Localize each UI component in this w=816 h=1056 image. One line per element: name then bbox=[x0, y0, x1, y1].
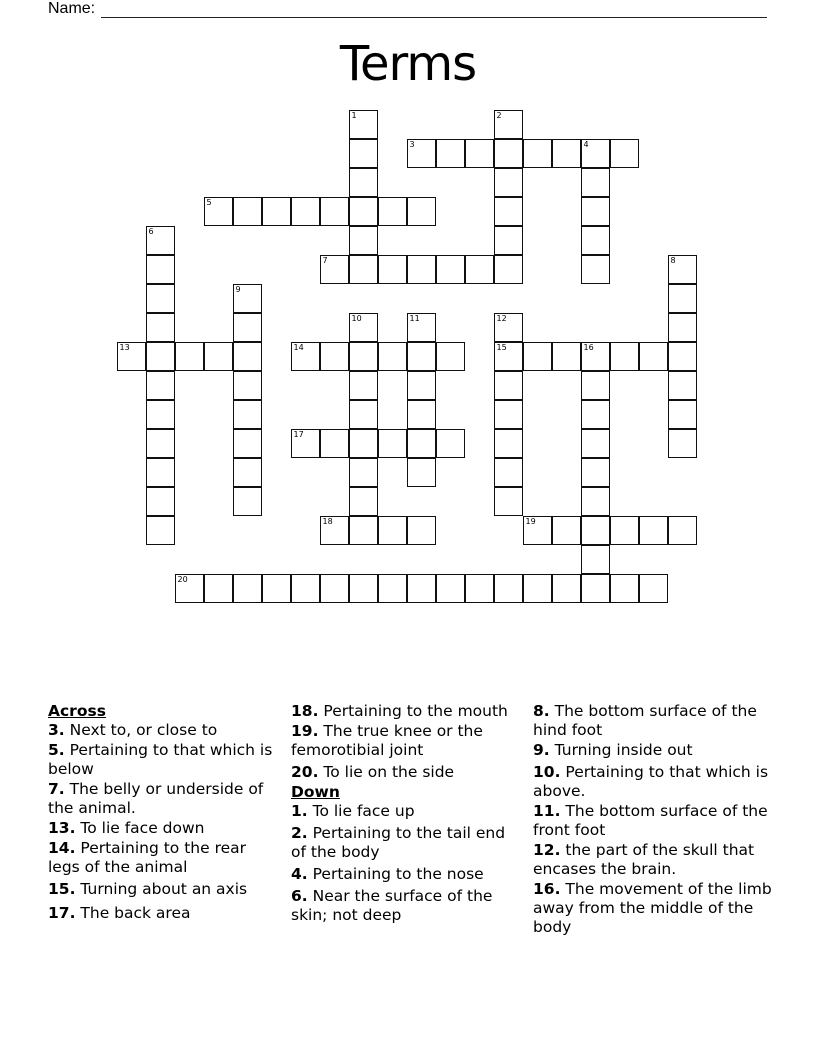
grid-cell[interactable] bbox=[610, 574, 639, 603]
grid-cell[interactable] bbox=[146, 226, 175, 255]
grid-cell[interactable] bbox=[494, 255, 523, 284]
grid-cell[interactable] bbox=[407, 197, 436, 226]
grid-cell[interactable] bbox=[436, 342, 465, 371]
grid-cell[interactable] bbox=[175, 342, 204, 371]
grid-cell[interactable] bbox=[349, 400, 378, 429]
cell-number: 4 bbox=[583, 139, 589, 149]
grid-cell[interactable] bbox=[378, 255, 407, 284]
clue-down-16: 16. The movement of the limb away from the middle of the body bbox=[533, 880, 772, 936]
grid-cell[interactable] bbox=[291, 574, 320, 603]
grid-cell[interactable] bbox=[349, 574, 378, 603]
clue-down-4: 4. Pertaining to the nose bbox=[291, 865, 484, 883]
grid-cell[interactable] bbox=[494, 197, 523, 226]
grid-cell[interactable] bbox=[494, 371, 523, 400]
grid-cell[interactable] bbox=[378, 516, 407, 545]
cell-number: 17 bbox=[293, 429, 304, 439]
cell-number: 14 bbox=[293, 342, 304, 352]
grid-cell[interactable] bbox=[291, 429, 320, 458]
grid-cell[interactable] bbox=[668, 342, 697, 371]
grid-cell[interactable] bbox=[320, 197, 349, 226]
grid-cell[interactable] bbox=[320, 255, 349, 284]
clue-across-19: 19. The true knee or the femorotibial joint bbox=[291, 722, 483, 759]
grid-cell[interactable] bbox=[349, 226, 378, 255]
cell-number: 19 bbox=[525, 516, 536, 526]
grid-cell[interactable] bbox=[407, 139, 436, 168]
name-label: Name: bbox=[48, 0, 96, 17]
grid-cell[interactable] bbox=[610, 342, 639, 371]
page-title: Terms bbox=[339, 36, 477, 92]
grid-cell[interactable] bbox=[552, 574, 581, 603]
cell-number: 20 bbox=[177, 574, 188, 584]
grid-cell[interactable] bbox=[233, 371, 262, 400]
grid-cell[interactable] bbox=[581, 168, 610, 197]
clue-across-20: 20. To lie on the side bbox=[291, 763, 455, 781]
cell-number: 10 bbox=[351, 313, 362, 323]
cell-number: 11 bbox=[409, 313, 420, 323]
grid-cell[interactable] bbox=[581, 574, 610, 603]
clue-down-6: 6. Near the surface of the skin; not deep bbox=[291, 887, 493, 924]
grid-cell[interactable] bbox=[349, 139, 378, 168]
grid-cell[interactable] bbox=[320, 429, 349, 458]
grid-cell[interactable] bbox=[494, 110, 523, 139]
grid-cell[interactable] bbox=[668, 516, 697, 545]
grid-cell[interactable] bbox=[639, 516, 668, 545]
crossword-grid bbox=[117, 110, 717, 610]
cell-number: 1 bbox=[351, 110, 357, 120]
grid-cell[interactable] bbox=[349, 487, 378, 516]
grid-cell[interactable] bbox=[668, 429, 697, 458]
grid-cell[interactable] bbox=[204, 197, 233, 226]
grid-cell[interactable] bbox=[233, 458, 262, 487]
cell-number: 9 bbox=[235, 284, 241, 294]
grid-cell[interactable] bbox=[494, 226, 523, 255]
cell-number: 5 bbox=[206, 197, 212, 207]
clue-down-2: 2. Pertaining to the tail end of the body bbox=[291, 824, 506, 861]
grid-cell[interactable] bbox=[349, 371, 378, 400]
grid-cell[interactable] bbox=[552, 342, 581, 371]
grid-cell[interactable] bbox=[146, 516, 175, 545]
clue-across-17: 17. The back area bbox=[48, 904, 191, 922]
clue-down-8: 8. The bottom surface of the hind foot bbox=[533, 702, 757, 739]
clues-column-1 bbox=[48, 702, 280, 924]
grid-cell[interactable] bbox=[407, 342, 436, 371]
grid-cell[interactable] bbox=[610, 139, 639, 168]
grid-cell[interactable] bbox=[146, 284, 175, 313]
grid-cell[interactable] bbox=[320, 574, 349, 603]
grid-cell[interactable] bbox=[494, 168, 523, 197]
grid-cell[interactable] bbox=[581, 429, 610, 458]
grid-cell[interactable] bbox=[523, 574, 552, 603]
grid-cell[interactable] bbox=[146, 342, 175, 371]
grid-cell[interactable] bbox=[349, 168, 378, 197]
grid-cell[interactable] bbox=[523, 516, 552, 545]
grid-cell[interactable] bbox=[320, 342, 349, 371]
grid-cell[interactable] bbox=[436, 139, 465, 168]
grid-cell[interactable] bbox=[581, 487, 610, 516]
grid-cell[interactable] bbox=[465, 574, 494, 603]
grid-cell[interactable] bbox=[378, 429, 407, 458]
grid-cell[interactable] bbox=[639, 342, 668, 371]
clue-across-5: 5. Pertaining to that which is below bbox=[48, 741, 273, 778]
grid-cell[interactable] bbox=[407, 371, 436, 400]
grid-cell[interactable] bbox=[233, 284, 262, 313]
name-field bbox=[48, 0, 767, 18]
down-heading: Down bbox=[291, 783, 340, 801]
grid-cell[interactable] bbox=[146, 255, 175, 284]
clues-column-2 bbox=[291, 702, 523, 926]
clue-across-3: 3. Next to, or close to bbox=[48, 721, 218, 739]
clue-across-7: 7. The belly or underside of the animal. bbox=[48, 780, 264, 817]
cell-number: 3 bbox=[409, 139, 415, 149]
grid-cell[interactable] bbox=[581, 197, 610, 226]
grid-cell[interactable] bbox=[494, 139, 523, 168]
grid-cell[interactable] bbox=[146, 487, 175, 516]
cell-number: 13 bbox=[119, 342, 130, 352]
across-heading: Across bbox=[48, 702, 106, 720]
grid-cell[interactable] bbox=[262, 574, 291, 603]
grid-cell[interactable] bbox=[465, 139, 494, 168]
grid-cell[interactable] bbox=[552, 139, 581, 168]
grid-cell[interactable] bbox=[494, 487, 523, 516]
cell-number: 16 bbox=[583, 342, 594, 352]
grid-cell[interactable] bbox=[349, 429, 378, 458]
clue-across-15: 15. Turning about an axis bbox=[48, 880, 248, 898]
grid-cell[interactable] bbox=[117, 342, 146, 371]
grid-cell[interactable] bbox=[233, 429, 262, 458]
clue-across-18: 18. Pertaining to the mouth bbox=[291, 702, 508, 720]
clues-column-3 bbox=[533, 702, 773, 938]
grid-cell[interactable] bbox=[407, 255, 436, 284]
grid-cell[interactable] bbox=[407, 574, 436, 603]
grid-cell[interactable] bbox=[407, 400, 436, 429]
grid-cell[interactable] bbox=[523, 139, 552, 168]
grid-cell[interactable] bbox=[581, 458, 610, 487]
grid-cell[interactable] bbox=[378, 342, 407, 371]
grid-cell[interactable] bbox=[233, 400, 262, 429]
name-blank-line[interactable] bbox=[101, 3, 767, 18]
grid-cell[interactable] bbox=[378, 574, 407, 603]
grid-cell[interactable] bbox=[349, 313, 378, 342]
grid-cell[interactable] bbox=[581, 139, 610, 168]
grid-cell[interactable] bbox=[233, 487, 262, 516]
cell-number: 6 bbox=[148, 226, 154, 236]
grid-cell[interactable] bbox=[581, 226, 610, 255]
grid-cell[interactable] bbox=[407, 313, 436, 342]
cell-number: 8 bbox=[670, 255, 676, 265]
grid-cell[interactable] bbox=[407, 429, 436, 458]
grid-cell[interactable] bbox=[146, 371, 175, 400]
grid-cell[interactable] bbox=[349, 516, 378, 545]
grid-cell[interactable] bbox=[233, 574, 262, 603]
grid-cell[interactable] bbox=[146, 429, 175, 458]
grid-cell[interactable] bbox=[407, 516, 436, 545]
grid-cell[interactable] bbox=[146, 313, 175, 342]
grid-cell[interactable] bbox=[552, 516, 581, 545]
grid-cell[interactable] bbox=[175, 574, 204, 603]
grid-cell[interactable] bbox=[494, 342, 523, 371]
grid-cell[interactable] bbox=[233, 313, 262, 342]
grid-cell[interactable] bbox=[668, 400, 697, 429]
grid-cell[interactable] bbox=[378, 197, 407, 226]
grid-cell[interactable] bbox=[523, 342, 552, 371]
grid-cell[interactable] bbox=[668, 284, 697, 313]
grid-cell[interactable] bbox=[581, 255, 610, 284]
grid-cell[interactable] bbox=[494, 400, 523, 429]
grid-cell[interactable] bbox=[581, 516, 610, 545]
cell-number: 15 bbox=[496, 342, 507, 352]
grid-cell[interactable] bbox=[668, 255, 697, 284]
grid-cell[interactable] bbox=[436, 574, 465, 603]
grid-cell[interactable] bbox=[494, 429, 523, 458]
grid-cell[interactable] bbox=[204, 342, 233, 371]
cell-number: 7 bbox=[322, 255, 328, 265]
grid-cell[interactable] bbox=[146, 400, 175, 429]
grid-cell[interactable] bbox=[349, 255, 378, 284]
grid-cell[interactable] bbox=[233, 342, 262, 371]
clue-across-14: 14. Pertaining to the rear legs of the animal bbox=[48, 839, 247, 876]
grid-cell[interactable] bbox=[291, 197, 320, 226]
grid-cell[interactable] bbox=[465, 255, 494, 284]
grid-cell[interactable] bbox=[436, 255, 465, 284]
grid-cell[interactable] bbox=[349, 197, 378, 226]
grid-cell[interactable] bbox=[349, 458, 378, 487]
grid-cell[interactable] bbox=[349, 342, 378, 371]
grid-cell[interactable] bbox=[639, 574, 668, 603]
grid-cell[interactable] bbox=[494, 574, 523, 603]
cell-number: 12 bbox=[496, 313, 507, 323]
clue-down-9: 9. Turning inside out bbox=[533, 741, 693, 759]
grid-cell[interactable] bbox=[320, 516, 349, 545]
grid-cell[interactable] bbox=[262, 197, 291, 226]
grid-cell[interactable] bbox=[581, 545, 610, 574]
grid-cell[interactable] bbox=[581, 342, 610, 371]
grid-cell[interactable] bbox=[233, 197, 262, 226]
grid-cell[interactable] bbox=[610, 516, 639, 545]
clue-down-1: 1. To lie face up bbox=[291, 802, 415, 820]
clue-down-10: 10. Pertaining to that which is above. bbox=[533, 763, 769, 800]
clue-across-13: 13. To lie face down bbox=[48, 819, 205, 837]
clue-down-12: 12. the part of the skull that encases the brain. bbox=[533, 841, 755, 878]
grid-cell[interactable] bbox=[349, 110, 378, 139]
grid-cell[interactable] bbox=[494, 313, 523, 342]
grid-cell[interactable] bbox=[436, 429, 465, 458]
cell-number: 18 bbox=[322, 516, 333, 526]
grid-cell[interactable] bbox=[204, 574, 233, 603]
grid-cell[interactable] bbox=[668, 371, 697, 400]
clue-down-11: 11. The bottom surface of the front foot bbox=[533, 802, 768, 839]
grid-cell[interactable] bbox=[581, 400, 610, 429]
grid-cell[interactable] bbox=[581, 371, 610, 400]
grid-cell[interactable] bbox=[146, 458, 175, 487]
cell-number: 2 bbox=[496, 110, 502, 120]
grid-cell[interactable] bbox=[291, 342, 320, 371]
grid-cell[interactable] bbox=[668, 313, 697, 342]
grid-cell[interactable] bbox=[494, 458, 523, 487]
grid-cell[interactable] bbox=[407, 458, 436, 487]
